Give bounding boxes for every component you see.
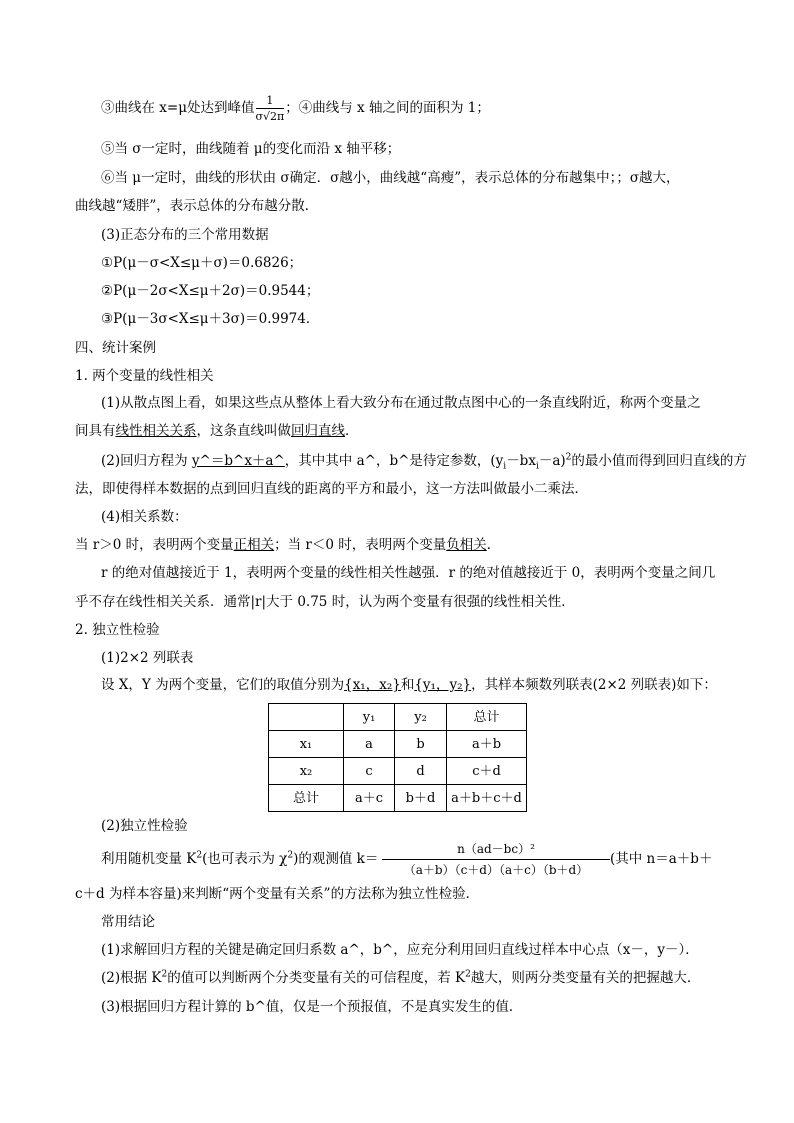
table-cell: c	[344, 758, 395, 785]
text-line: (其中 n＝a＋b＋	[610, 851, 713, 867]
k-squared-fraction	[382, 843, 610, 876]
section-heading: 四、统计案例	[75, 340, 156, 356]
underlined-term: 线性相关关系	[115, 423, 197, 439]
text-line: 当 r＞0 时，表明两个变量正相关；当 r＜0 时，表明两个变量负相关．	[75, 537, 501, 553]
peak-value-line: ③曲线在 x=μ处达到峰值 $\frac{1}{\sigma√2\pi}$ ；④曲线与 x 轴之间的面积为 1；	[101, 94, 490, 123]
table-row	[269, 758, 527, 785]
peak-fraction-numerator: 1	[256, 95, 285, 109]
table-cell: d	[395, 758, 447, 785]
table-row	[269, 731, 527, 758]
table-cell: 总计	[447, 704, 527, 731]
subheading: (3)正态分布的三个常用数据	[101, 227, 269, 243]
text-line: 间具有线性相关关系，这条直线叫做回归直线．	[75, 423, 359, 439]
subheading: (4)相关系数：	[101, 509, 188, 525]
underlined-term: 正相关	[233, 537, 275, 553]
table-cell: a＋b＋c＋d	[447, 785, 527, 812]
subheading: 常用结论	[101, 914, 155, 930]
formula-line: ②P(μ－2σ<X≤μ＋2σ)＝0.9544；	[101, 283, 320, 299]
text-line: 法，即使得样本数据的点到回归直线的距离的平方和最小，这一方法叫做最小二乘法．	[75, 481, 588, 497]
underlined-term: {x₁，x₂}	[344, 677, 401, 693]
text-line: (3)根据回归方程计算的 b^值，仅是一个预报值，不是真实发生的值．	[101, 999, 523, 1015]
text-line: (1)从散点图上看，如果这些点从整体上看大致分布在通过散点图中心的一条直线附近，称两个变量之	[101, 395, 701, 411]
table-cell: b	[395, 731, 447, 758]
k-squared-line: 利用随机变量 $K^2$(也可表示为 $\chi^2$)的观测值 k＝	[101, 850, 379, 867]
table-cell: c＋d	[447, 758, 527, 785]
text-line: ⑥当 μ一定时，曲线的形状由 σ确定．σ越小，曲线越“高瘦”，表示总体的分布越集中；；σ越大，	[101, 170, 680, 186]
subheading: (2)独立性检验	[101, 818, 188, 834]
table-cell	[269, 704, 344, 731]
table-cell: b＋d	[395, 785, 447, 812]
table-cell: y₁	[344, 704, 395, 731]
text-line: 曲线越“矮胖”，表示总体的分布越分散．	[75, 198, 319, 214]
table-cell: 总计	[269, 785, 344, 812]
table-cell: x₁	[269, 731, 344, 758]
subsection-heading: 1. 两个变量的线性相关	[75, 368, 214, 384]
table-row	[269, 785, 527, 812]
regression-equation: y^＝b^x＋a^	[191, 453, 285, 469]
text-line: (1)求解回归方程的关键是确定回归系数 a^，b^，应充分利用回归直线过样本中心点（x－，y－）．	[101, 942, 699, 958]
text-line: 乎不存在线性相关关系．通常|r|大于 0.75 时，认为两个变量有很强的线性相关性．	[75, 594, 575, 610]
regression-line: (2)回归方程为 y^＝b^x＋a^，其中其中 a^，b^是待定参数，$(y_i-bx_i-a)^2$的最小值而得到回归直线的方	[101, 452, 747, 472]
text-line: 设 X，Y 为两个变量，它们的取值分别为{x₁，x₂}和{y₁，y₂}，其样本频数列联表(2×2 列联表)如下：	[101, 677, 717, 693]
formula-line: ①P(μ－σ<X≤μ＋σ)＝0.6826；	[101, 255, 303, 271]
fraction-denominator: （a＋b）（c＋d）（a＋c）（b＋d）	[403, 863, 589, 877]
subsection-heading: 2. 独立性检验	[75, 622, 160, 638]
text-line: r 的绝对值越接近于 1，表明两个变量的线性相关性越强．r 的绝对值越接近于 0，表明两个变量之间几	[101, 565, 716, 581]
underlined-term: 负相关	[446, 537, 487, 553]
text-line: (2)根据 $K^2$的值可以判断两个分类变量有关的可信程度，若 $K^2$越大，则两分类变量有关的把握越大．	[101, 969, 701, 986]
underlined-term: 回归直线	[291, 423, 345, 439]
table-cell: a＋b	[447, 731, 527, 758]
table-cell: a＋c	[344, 785, 395, 812]
text-line: c＋d 为样本容量)来判断“两个变量有关系”的方法称为独立性检验．	[75, 886, 480, 902]
table-cell: x₂	[269, 758, 344, 785]
underlined-term: {y₁，y₂}	[414, 677, 472, 693]
text-line: ⑤当 σ一定时，曲线随着 μ的变化而沿 x 轴平移；	[101, 141, 401, 157]
contingency-table	[268, 703, 527, 812]
subheading: (1)2×2 列联表	[101, 650, 194, 666]
table-cell: a	[344, 731, 395, 758]
fraction-numerator: n（ad－bc）²	[382, 843, 610, 860]
formula-line: ③P(μ－3σ<X≤μ＋3σ)＝0.9974．	[101, 311, 320, 327]
peak-fraction-denominator: σ√2π	[255, 110, 285, 123]
peak-fraction	[256, 95, 285, 122]
table-header-row	[269, 704, 527, 731]
table-cell: y₂	[395, 704, 447, 731]
